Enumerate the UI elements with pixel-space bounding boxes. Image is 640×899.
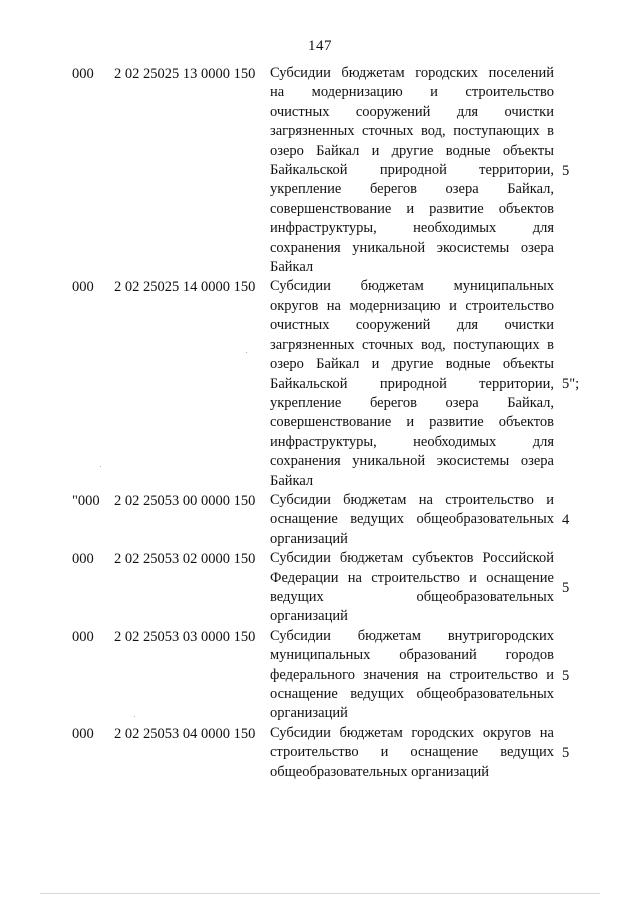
scan-speck <box>246 352 247 353</box>
admin-code: 000 <box>72 725 94 742</box>
description-line: Байкал <box>270 259 314 276</box>
admin-code: 000 <box>72 628 94 645</box>
description-line: Байкальской природной территории, <box>270 375 554 392</box>
description-line: организаций <box>270 705 348 722</box>
description-line: организаций <box>270 530 348 547</box>
description-line: Федерации на строительство и оснащение <box>270 569 554 586</box>
description-line: загрязненных сточных вод, поступающих в <box>270 336 554 353</box>
description-line: укрепление берегов озера Байкал, <box>270 394 554 411</box>
admin-code: 000 <box>72 66 94 82</box>
description-line: Байкальской природной территории, <box>270 162 554 179</box>
admin-code: 000 <box>72 279 94 296</box>
description-line: очистных сооружений для очистки <box>270 317 554 334</box>
normative-value: 5"; <box>562 376 580 393</box>
description-line: общеобразовательных организаций <box>270 763 489 780</box>
description-line: Субсидии бюджетам городских округов на <box>270 724 554 741</box>
description-line: сохранения уникальной экосистемы озера <box>270 239 554 256</box>
description-line: загрязненных сточных вод, поступающих в <box>270 123 554 140</box>
revenue-code: 2 02 25025 13 0000 150 <box>114 66 256 82</box>
description-line: строительство и оснащение ведущих <box>270 744 554 761</box>
revenue-code: 2 02 25053 04 0000 150 <box>114 725 256 742</box>
description-line: инфраструктуры, необходимых для <box>270 220 554 237</box>
bottom-scan-line <box>40 893 600 894</box>
revenue-description <box>270 277 554 490</box>
description-line: ведущих общеобразовательных <box>270 588 554 605</box>
description-line: укрепление берегов озера Байкал, <box>270 181 554 198</box>
description-line: Байкал <box>270 472 314 489</box>
description-line: инфраструктуры, необходимых для <box>270 433 554 450</box>
description-line: Субсидии бюджетам муниципальных <box>270 278 554 295</box>
revenue-code: 2 02 25053 02 0000 150 <box>114 551 256 568</box>
revenue-description <box>270 549 554 627</box>
normative-value: 5 <box>562 580 570 597</box>
normative-value: 5 <box>562 745 570 762</box>
revenue-code: 2 02 25053 03 0000 150 <box>114 628 256 645</box>
revenue-description <box>270 491 554 549</box>
description-line: организаций <box>270 608 348 625</box>
normative-value: 5 <box>562 667 570 684</box>
revenue-code: 2 02 25025 14 0000 150 <box>114 279 256 296</box>
admin-code: 000 <box>72 551 94 568</box>
description-line: озеро Байкал и другие водные объекты <box>270 142 554 159</box>
scan-speck <box>134 716 135 717</box>
revenue-code: 2 02 25053 00 0000 150 <box>114 492 256 509</box>
description-line: оснащение ведущих общеобразовательных <box>270 686 554 702</box>
page-number: 147 <box>308 38 332 54</box>
budget-code-table <box>72 64 602 782</box>
revenue-description <box>270 724 554 782</box>
description-line: совершенствование и развитие объектов <box>270 200 554 217</box>
description-line: Субсидии бюджетам на строительство и <box>270 491 554 508</box>
description-line: совершенствование и развитие объектов <box>270 414 554 431</box>
table-row <box>72 627 602 724</box>
description-line: озеро Байкал и другие водные объекты <box>270 356 554 373</box>
description-line: округов на модернизацию и строительство <box>270 297 554 314</box>
description-line: очистных сооружений для очистки <box>270 103 554 120</box>
table-row <box>72 549 602 627</box>
description-line: Субсидии бюджетам субъектов Российской <box>270 550 554 567</box>
revenue-description <box>270 627 554 724</box>
description-line: Субсидии бюджетам городских поселений <box>270 65 554 81</box>
table-row <box>72 491 602 549</box>
description-line: сохранения уникальной экосистемы озера <box>270 453 554 470</box>
table-row <box>72 64 602 277</box>
normative-value: 5 <box>562 163 570 179</box>
description-line: Субсидии бюджетам внутригородских <box>270 627 554 644</box>
description-line: федерального значения на строительство и <box>270 666 554 683</box>
table-row <box>72 277 602 490</box>
description-line: муниципальных образований городов <box>270 647 554 664</box>
description-line: оснащение ведущих общеобразовательных <box>270 511 554 528</box>
admin-code: "000 <box>72 492 100 509</box>
revenue-description <box>270 64 554 277</box>
table-row <box>72 724 602 782</box>
normative-value: 4 <box>562 512 570 529</box>
scan-speck <box>100 466 101 467</box>
description-line: на модернизацию и строительство <box>270 84 554 101</box>
